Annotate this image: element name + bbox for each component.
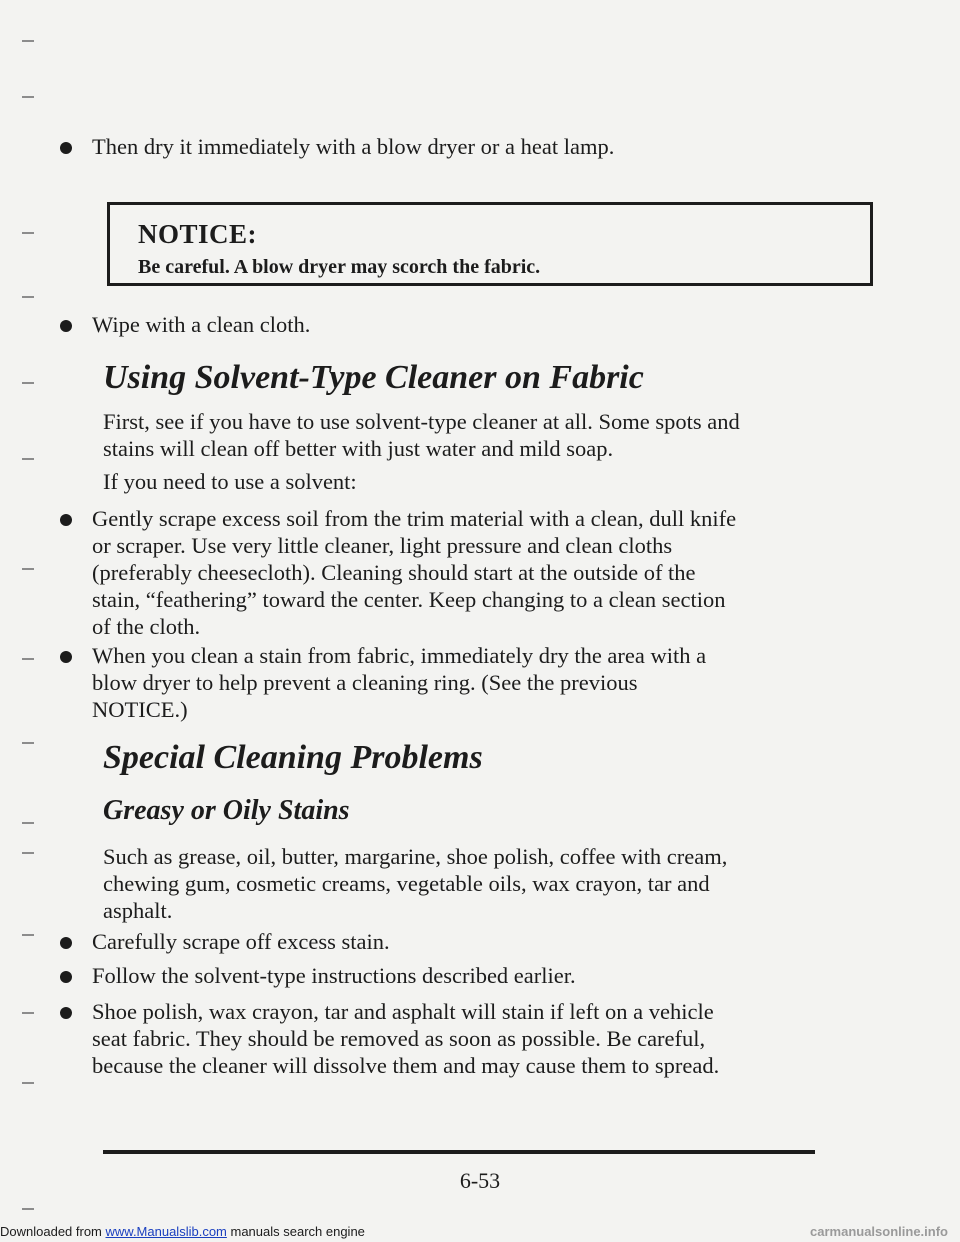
paragraph-line: chewing gum, cosmetic creams, vegetable oils, wax crayon, tar and [103, 871, 710, 896]
margin-tick [22, 568, 34, 570]
paragraph [103, 843, 863, 924]
margin-tick [22, 232, 34, 234]
list-item-line: When you clean a stain from fabric, immediately dry the area with a [92, 643, 707, 668]
bullet-icon [60, 1007, 72, 1019]
margin-tick [22, 382, 34, 384]
paragraph-line: stains will clean off better with just water and mild soap. [103, 436, 614, 461]
list-item-line: Gently scrape excess soil from the trim material with a clean, dull knife [92, 506, 737, 531]
bullet-icon [60, 320, 72, 332]
bullet-icon [60, 971, 72, 983]
list-item [60, 505, 736, 640]
list-item [60, 133, 614, 160]
list-item-line: because the cleaner will dissolve them and may cause them to spread. [92, 1053, 720, 1078]
margin-tick [22, 1208, 34, 1210]
margin-tick [22, 458, 34, 460]
list-item-text [92, 998, 719, 1079]
list-item-text [92, 642, 706, 723]
list-item-text: Wipe with a clean cloth. [92, 312, 311, 337]
notice-body: Be careful. A blow dryer may scorch the fabric. [138, 256, 541, 278]
list-item-line: (preferably cheesecloth). Cleaning should start at the outside of the [92, 560, 696, 585]
paragraph [103, 408, 863, 462]
margin-tick [22, 742, 34, 744]
margin-tick [22, 658, 34, 660]
list-item [60, 928, 390, 955]
list-item-line: NOTICE.) [92, 697, 188, 722]
manualslib-link[interactable]: www.Manualslib.com [105, 1224, 227, 1239]
paragraph-line: First, see if you have to use solvent-type cleaner at all. Some spots and [103, 409, 740, 434]
list-item-text: Then dry it immediately with a blow dryer or a heat lamp. [92, 134, 615, 159]
footer-rule [103, 1150, 815, 1154]
list-item-line: blow dryer to help prevent a cleaning ring. (See the previous [92, 670, 638, 695]
paragraph-line: Such as grease, oil, butter, margarine, shoe polish, coffee with cream, [103, 844, 728, 869]
margin-tick [22, 822, 34, 824]
page-number: 6-53 [459, 1168, 501, 1193]
download-banner [0, 1224, 365, 1239]
paragraph-line: asphalt. [103, 898, 173, 923]
margin-tick [22, 1082, 34, 1084]
bullet-icon [60, 651, 72, 663]
list-item-text: Follow the solvent-type instructions described earlier. [92, 963, 576, 988]
paragraph: If you need to use a solvent: [103, 469, 357, 494]
section-heading: Special Cleaning Problems [103, 739, 483, 776]
list-item-line: Shoe polish, wax crayon, tar and asphalt will stain if left on a vehicle [92, 999, 714, 1024]
margin-tick [22, 40, 34, 42]
margin-tick [22, 852, 34, 854]
list-item [60, 642, 706, 723]
list-item [60, 311, 310, 338]
margin-ticks [22, 0, 42, 1242]
list-item-line: of the cloth. [92, 614, 201, 639]
list-item [60, 962, 576, 989]
list-item [60, 998, 719, 1079]
list-item-line: stain, “feathering” toward the center. Keep changing to a clean section [92, 587, 726, 612]
watermark: carmanualsonline.info [810, 1224, 948, 1239]
section-heading: Using Solvent-Type Cleaner on Fabric [103, 359, 644, 396]
list-item-text [92, 505, 736, 640]
banner-suffix: manuals search engine [226, 1224, 365, 1239]
margin-tick [22, 96, 34, 98]
list-item-line: seat fabric. They should be removed as soon as possible. Be careful, [92, 1026, 706, 1051]
bullet-icon [60, 937, 72, 949]
bullet-icon [60, 514, 72, 526]
margin-tick [22, 1012, 34, 1014]
subsection-heading: Greasy or Oily Stains [103, 795, 350, 826]
list-item-line: or scraper. Use very little cleaner, light pressure and clean cloths [92, 533, 673, 558]
list-item-text: Carefully scrape off excess stain. [92, 929, 390, 954]
bullet-icon [60, 142, 72, 154]
notice-box [107, 202, 873, 286]
notice-title: NOTICE: [138, 219, 258, 249]
margin-tick [22, 296, 34, 298]
margin-tick [22, 934, 34, 936]
banner-prefix: Downloaded from [0, 1224, 106, 1239]
